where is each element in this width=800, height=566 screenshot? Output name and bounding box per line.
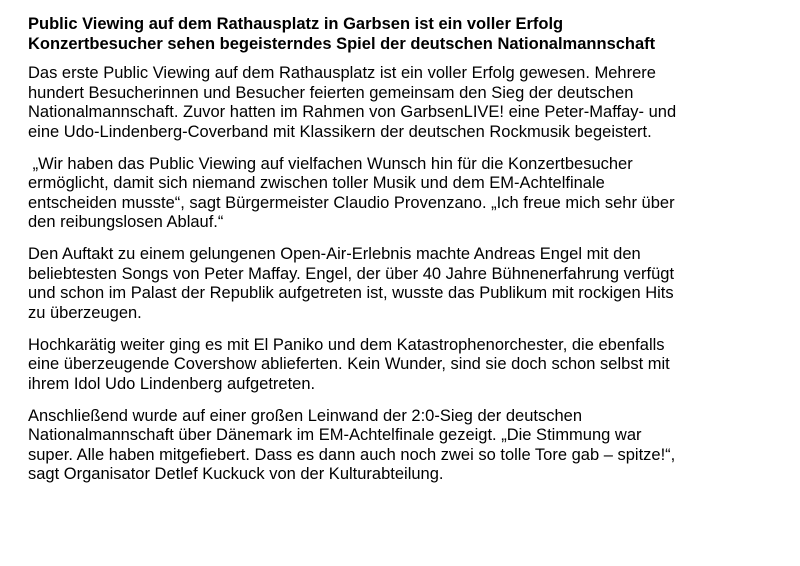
text-line: Das erste Public Viewing auf dem Rathausplatz ist ein voller Erfolg gewesen. Mehrere <box>28 64 656 82</box>
article <box>28 14 784 497</box>
headline-line-1: Public Viewing auf dem Rathausplatz in Garbsen ist ein voller Erfolg <box>28 15 564 33</box>
paragraph-el-paniko <box>28 336 784 395</box>
paragraph-andreas-engel <box>28 245 784 323</box>
text-line: hundert Besucherinnen und Besucher feierten gemeinsam den Sieg der deutschen <box>28 83 634 102</box>
text-line: sagt Organisator Detlef Kuckuck von der Kulturabteilung. <box>28 465 444 483</box>
text-line: Nationalmannschaft über Dänemark im EM-Achtelfinale gezeigt. „Die Stimmung war <box>28 426 642 444</box>
headline-line-2: Konzertbesucher sehen begeisterndes Spiel der deutschen Nationalmannschaft <box>28 35 656 53</box>
text-line: entscheiden musste“, sagt Bürgermeister Claudio Provenzano. „Ich freue mich sehr über <box>28 193 675 212</box>
text-line: und schon im Palast der Republik aufgetreten ist, wusste das Publikum mit rockigen Hits <box>28 284 674 302</box>
text-line: super. Alle haben mitgefiebert. Dass es dann auch noch zwei so tolle Tore gab – spitze!“, <box>28 445 676 464</box>
text-line: zu überzeugen. <box>28 303 142 322</box>
text-line: Hochkarätig weiter ging es mit El Paniko und dem Katastrophenorchester, die ebenfalls <box>28 335 665 354</box>
text-line: Anschließend wurde auf einer großen Leinwand der 2:0-Sieg der deutschen <box>28 406 583 425</box>
text-line: den reibungslosen Ablauf.“ <box>28 213 224 231</box>
text-line: Den Auftakt zu einem gelungenen Open-Air-Erlebnis machte Andreas Engel mit den <box>28 245 641 263</box>
paragraph-match <box>28 407 784 485</box>
text-line: ihrem Idol Udo Lindenberg aufgetreten. <box>28 374 316 393</box>
headline <box>28 14 784 54</box>
text-line: „Wir haben das Public Viewing auf vielfachen Wunsch hin für die Konzertbesucher <box>28 154 633 173</box>
text-line: Nationalmannschaft. Zuvor hatten im Rahmen von GarbsenLIVE! eine Peter-Maffay- und <box>28 103 677 121</box>
text-line: eine überzeugende Covershow ablieferten. Kein Wunder, sind sie doch schon selbst mit <box>28 355 670 373</box>
paragraph-intro <box>28 64 784 142</box>
text-line: eine Udo-Lindenberg-Coverband mit Klassikern der deutschen Rockmusik begeistert. <box>28 122 652 141</box>
text-line: beliebtesten Songs von Peter Maffay. Engel, der über 40 Jahre Bühnenerfahrung verfügt <box>28 264 675 283</box>
paragraph-quote-mayor <box>28 155 784 233</box>
text-line: ermöglicht, damit sich niemand zwischen toller Musik und dem EM-Achtelfinale <box>28 174 605 192</box>
